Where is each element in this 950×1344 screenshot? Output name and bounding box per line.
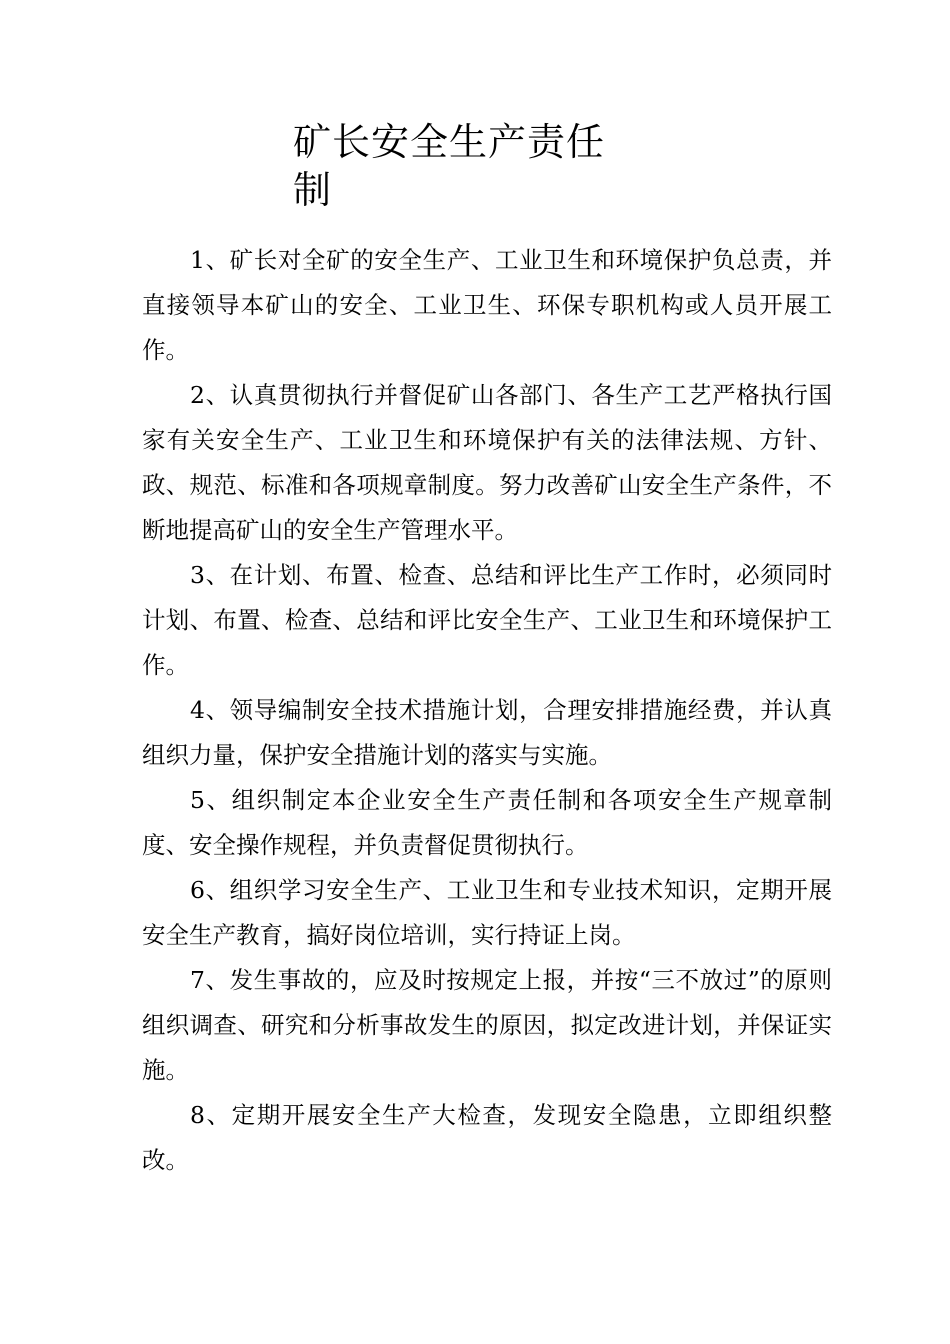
paragraph-7: 7、发生事故的，应及时按规定上报，并按“三不放过”的原则组织调查、研究和分析事故发生的原因，拟定改进计划，并保证实施。 [142, 966, 832, 1084]
document-title: 矿长安全生产责任制 [293, 120, 606, 212]
paragraph-1: 1、矿长对全矿的安全生产、工业卫生和环境保护负总责，并直接领导本矿山的安全、工业卫生、环保专职机构或人员开展工作。 [142, 246, 832, 364]
paragraph-4: 4、领导编制安全技术措施计划，合理安排措施经费，并认真组织力量，保护安全措施计划的落实与实施。 [142, 696, 832, 769]
document-body [142, 238, 832, 1183]
paragraph-2: 2、认真贯彻执行并督促矿山各部门、各生产工艺严格执行国家有关安全生产、工业卫生和环境保护有关的法律法规、方针、政、规范、标准和各项规章制度。努力改善矿山安全生产条件，不断地提高矿山的安全生产管理水平。 [142, 381, 832, 544]
paragraph-3: 3、在计划、布置、检查、总结和评比生产工作时，必须同时计划、布置、检查、总结和评比安全生产、工业卫生和环境保护工作。 [142, 561, 832, 679]
paragraph-8: 8、定期开展安全生产大检查，发现安全隐患，立即组织整改。 [142, 1101, 832, 1174]
paragraph-6: 6、组织学习安全生产、工业卫生和专业技术知识，定期开展安全生产教育，搞好岗位培训，实行持证上岗。 [142, 876, 832, 949]
paragraph-5: 5、组织制定本企业安全生产责任制和各项安全生产规章制度、安全操作规程，并负责督促贯彻执行。 [142, 786, 832, 859]
